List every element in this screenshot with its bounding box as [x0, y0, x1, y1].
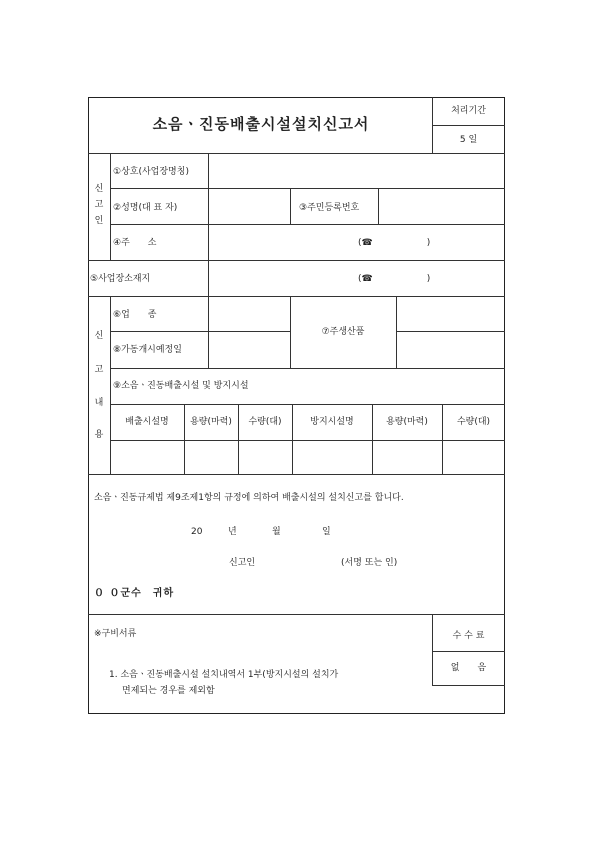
table-header-capacity-2: 용량(마력)	[386, 417, 428, 427]
divider	[88, 474, 505, 475]
workplace-phone: (☎ )	[358, 274, 431, 284]
divider	[110, 368, 505, 369]
industry-label: ⑥업 종	[113, 310, 157, 320]
address-input[interactable]	[209, 225, 504, 260]
date-year: 20	[191, 527, 203, 537]
table-cell-capacity-1[interactable]	[185, 441, 237, 473]
reporter-vertical-1: 신	[94, 184, 104, 194]
recipient: ０ ０군수 귀하	[94, 588, 175, 599]
resident-number-label: ③주민등록번호	[299, 203, 360, 213]
fee-value: 없 음	[450, 663, 487, 673]
content-vertical-2: 고	[94, 365, 104, 375]
table-header-quantity-2: 수량(대)	[456, 417, 491, 427]
declaration-text: 소음ㆍ진동규제법 제9조제1항의 규정에 의하여 배출시설의 설치신고를 합니다.	[94, 493, 404, 503]
address-label: ④주 소	[113, 238, 157, 248]
workplace-label: ⑤사업장소재지	[90, 274, 151, 284]
divider	[88, 614, 505, 615]
divider	[432, 125, 505, 126]
table-cell-capacity-2[interactable]	[373, 441, 441, 473]
document-item-1: 1. 소음ㆍ진동배출시설 설치내역서 1부(방지시설의 설치가	[109, 670, 339, 680]
representative-input[interactable]	[209, 189, 289, 224]
table-header-emission-facility: 배출시설명	[125, 417, 169, 427]
start-date-label: ⑧가동개시예정일	[113, 345, 182, 355]
table-header-prevention-facility: 방지시설명	[310, 417, 354, 427]
content-vertical-1: 신	[94, 331, 104, 341]
reporter-vertical-3: 인	[94, 216, 104, 226]
table-header-capacity-1: 용량(마력)	[190, 417, 232, 427]
reporter-vertical-2: 고	[94, 200, 104, 210]
fee-label: 수 수 료	[452, 631, 485, 641]
document-item-1-cont: 면제되는 경우를 제외함	[122, 686, 215, 696]
processing-period-value: 5 일	[459, 135, 478, 145]
resident-number-input[interactable]	[379, 189, 504, 224]
table-cell-emission-facility[interactable]	[111, 441, 183, 473]
table-cell-quantity-1[interactable]	[239, 441, 291, 473]
start-date-input[interactable]	[209, 332, 289, 367]
divider	[432, 651, 505, 652]
representative-label: ②성명(대 표 자)	[113, 203, 178, 213]
address-phone: (☎ )	[358, 238, 431, 248]
divider	[110, 153, 111, 260]
documents-label: ※구비서류	[94, 629, 137, 639]
table-cell-prevention-facility[interactable]	[293, 441, 371, 473]
divider	[432, 685, 505, 686]
date-month-unit: 월	[272, 527, 281, 537]
divider	[432, 614, 433, 685]
date-day-unit: 일	[322, 527, 331, 537]
signer-label: 신고인	[229, 558, 256, 568]
business-name-label: ①상호(사업장명칭)	[113, 167, 189, 177]
table-header-quantity-1: 수량(대)	[248, 417, 282, 427]
industry-input[interactable]	[209, 297, 289, 331]
main-product-label: ⑦주생산품	[321, 327, 365, 337]
divider	[110, 404, 505, 405]
table-cell-quantity-2[interactable]	[443, 441, 504, 473]
processing-period-label: 처리기간	[451, 106, 486, 116]
business-name-input[interactable]	[209, 154, 504, 188]
content-vertical-3: 내	[94, 398, 104, 408]
signature-label: (서명 또는 인)	[341, 558, 398, 568]
date-year-unit: 년	[228, 527, 237, 537]
main-product-input-1[interactable]	[397, 297, 504, 331]
facilities-label: ⑨소음ㆍ진동배출시설 및 방지시설	[113, 381, 249, 391]
divider	[290, 188, 291, 224]
main-product-input-2[interactable]	[397, 332, 504, 367]
workplace-input[interactable]	[209, 261, 504, 296]
content-vertical-4: 용	[94, 430, 104, 440]
form-title: 소음ㆍ진동배출시설설치신고서	[152, 115, 370, 133]
